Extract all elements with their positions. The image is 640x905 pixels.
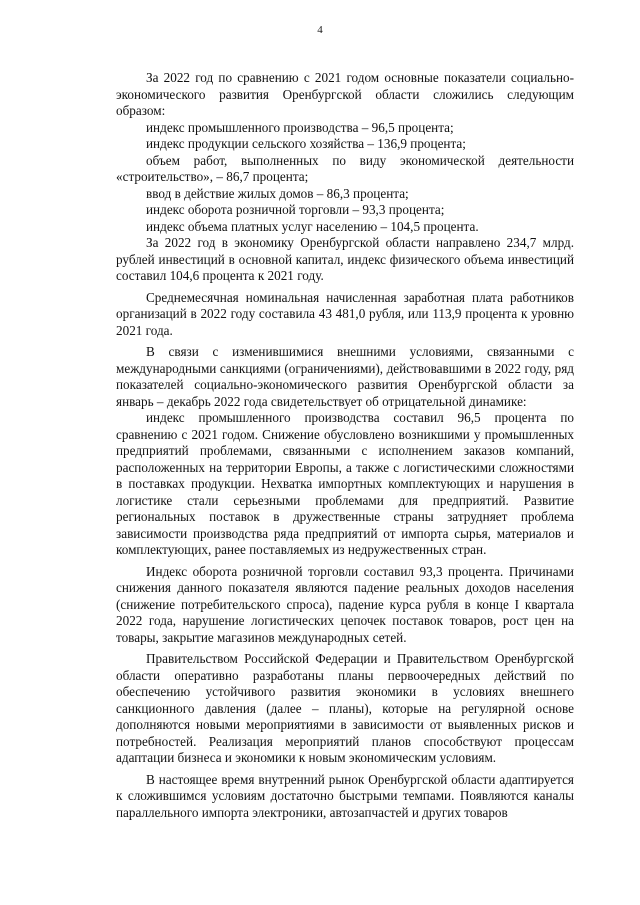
page-number: 4 — [317, 24, 323, 36]
paragraph-government-plans: Правительством Российской Федерации и Правительством Оренбургской области оперативно разработаны планы первоочередных действий по обеспечению устойчивого развития экономики в условиях внешнего санкционного давления (далее – планы), которые на регулярной основе дополняются новыми мероприятиями в зависимости от выявленных рисков и потребностей. Реализация мероприятий планов способствуют процессам адаптации бизнеса и экономики к новым экономическим условиям. — [116, 651, 574, 765]
paragraph-intro: За 2022 год по сравнению с 2021 годом основные показатели социально-экономического развития Оренбургской области сложились следующим образом: — [116, 70, 574, 118]
list-item-housing-commissioning: ввод в действие жилых домов – 86,3 процента; — [146, 185, 409, 201]
list-item-retail-index: индекс оборота розничной торговли – 93,3 процента; — [146, 202, 445, 217]
list-item-construction-volume: объем работ, выполненных по виду экономической деятельности «строительство», – 86,7 процента; — [116, 152, 574, 184]
paragraph-wages: Среднемесячная номинальная начисленная заработная плата работников организаций в 2022 году составила 43 481,0 рубля, или 113,9 процента к уровню 2021 года. — [116, 289, 574, 338]
list-item-industrial-index: индекс промышленного производства – 96,5 процента; — [146, 119, 454, 135]
paragraph-retail-decline: Индекс оборота розничной торговли составил 93,3 процента. Причинами снижения данного показателя являются падение реальных доходов населения (снижение потребительского спроса), падение курса рубля в конце I квартала 2022 года, нарушение логистических цепочек поставок товаров, рост цен на товары, закрытие магазинов международных сетей. — [116, 563, 574, 645]
paragraph-investments: За 2022 год в экономику Оренбургской области направлено 234,7 млрд. рублей инвестиций в основной капитал, индекс физического объема инвестиций составил 104,6 процента к 2021 году. — [116, 235, 574, 283]
document-body — [116, 70, 574, 821]
list-item-paid-services-index: индекс объема платных услуг населению – 104,5 процента. — [146, 218, 479, 234]
list-item-agriculture-index: индекс продукции сельского хозяйства – 136,9 процента; — [146, 136, 466, 151]
paragraph-sanctions: В связи с изменившимися внешними условиями, связанными с международными санкциями (ограничениями), действовавшими в 2022 году, ряд показателей социально-экономического развития Оренбургской области за январь – декабрь 2022 года свидетельствует об отрицательной динамике: — [116, 344, 574, 409]
paragraph-industrial-decline: индекс промышленного производства составил 96,5 процента по сравнению с 2021 годом. Снижение обусловлено возникшими у промышленных предприятий проблемами, связанными с исполнением заказов компаний, расположенных на территории Европы, а также с логистическими сложностями в поставках продукции. Нехватка импортных комплектующих и нарушения в логистике стали серьезными проблемами для предприятий. Развитие региональных поставок в дружественные страны затрудняет проблема зависимости производства ряда предприятий от импорта сырья, материалов и комплектующих, ранее поставляемых из недружественных стран. — [116, 410, 574, 557]
paragraph-market-adaptation: В настоящее время внутренний рынок Оренбургской области адаптируется к сложившимся условиям достаточно быстрыми темпами. Появляются каналы параллельного импорта электроники, автозапчастей и других товаров — [116, 771, 574, 820]
